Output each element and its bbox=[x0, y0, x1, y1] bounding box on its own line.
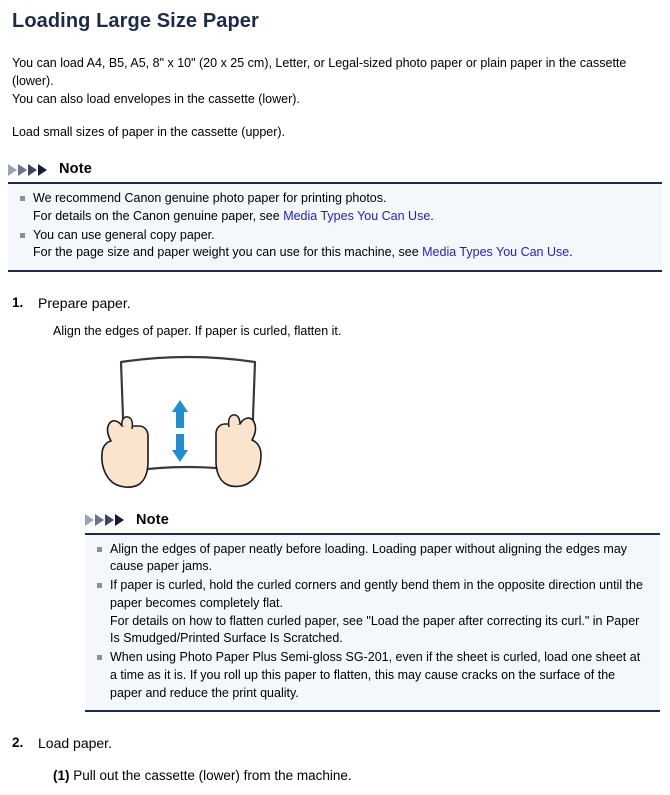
page-title: Loading Large Size Paper bbox=[12, 10, 259, 32]
intro-line-3: Load small sizes of paper in the cassette (upper). bbox=[12, 125, 286, 140]
note-item-line1: We recommend Canon genuine photo paper for printing photos. bbox=[33, 191, 387, 205]
note-item-line1: If paper is curled, hold the curled corners and gently bend them in the opposite direction until the paper becomes completely flat. bbox=[110, 578, 643, 610]
note-header bbox=[8, 160, 662, 180]
document-page bbox=[0, 8, 670, 795]
step-1-number: 1. bbox=[12, 295, 24, 310]
substep-label: (1) bbox=[53, 768, 70, 784]
note-item-line1: You can use general copy paper. bbox=[33, 227, 215, 242]
bullet-square-icon bbox=[20, 196, 25, 201]
step-1-title: Prepare paper. bbox=[38, 295, 131, 311]
intro-paragraph-group bbox=[12, 55, 650, 108]
note-item-line1: When using Photo Paper Plus Semi-gloss SG-201, even if the sheet is curled, load one sheet at a time as it is. If you roll up this paper to flatten, this may cause cracks on the surface of the paper and reduce the print quality. bbox=[110, 650, 641, 700]
note-box-top bbox=[8, 160, 662, 272]
intro-line-1: You can load A4, B5, A5, 8" x 10" (20 x 25 cm), Letter, or Legal-sized photo paper or plain paper in the cassette (lower). bbox=[12, 56, 627, 88]
note-item-line2-pre: For the page size and paper weight you can use for this machine, see bbox=[33, 245, 423, 260]
link-media-types-you-can-use[interactable]: Media Types You Can Use bbox=[422, 245, 570, 260]
bullet-square-icon bbox=[97, 655, 102, 660]
step-1 bbox=[8, 294, 662, 712]
step-2-title: Load paper. bbox=[38, 735, 112, 752]
step-2 bbox=[8, 734, 662, 785]
note-list-item bbox=[18, 190, 652, 226]
note-item-line2-pre: For details on the Canon genuine paper, see bbox=[33, 208, 284, 223]
left-hand-shape bbox=[102, 421, 148, 487]
note-box-step-1 bbox=[85, 511, 660, 713]
link-media-types-you-can-use[interactable]: Media Types You Can Use bbox=[283, 208, 431, 223]
step-2-number: 2. bbox=[12, 735, 24, 751]
note-list-item bbox=[18, 227, 652, 263]
note-body bbox=[8, 182, 662, 272]
bullet-square-icon bbox=[97, 583, 102, 588]
step-2-substep-1 bbox=[53, 767, 662, 785]
bullet-square-icon bbox=[97, 547, 102, 552]
note-header bbox=[85, 511, 660, 531]
hands-aligning-paper-illustration bbox=[88, 350, 288, 490]
triple-chevron-icon bbox=[8, 164, 50, 177]
right-hand-shape bbox=[216, 418, 261, 486]
note-item-line2: For details on how to flatten curled paper, see "Load the paper after correcting its curl." in Paper Is Smudged/Printed Surface Is Scratched. bbox=[110, 613, 640, 646]
note-list-item bbox=[95, 649, 650, 702]
step-1-description: Align the edges of paper. If paper is curled, flatten it. bbox=[53, 323, 342, 338]
note-heading-label: Note bbox=[59, 161, 93, 178]
note-list-item bbox=[95, 541, 650, 577]
note-item-list bbox=[95, 541, 650, 703]
note-item-line1: Align the edges of paper neatly before loading. Loading paper without aligning the edges may cause paper jams. bbox=[110, 541, 628, 574]
note-heading-label: Note bbox=[136, 511, 170, 528]
intro-line-2: You can also load envelopes in the cassette (lower). bbox=[12, 91, 300, 106]
note-list-item bbox=[95, 577, 650, 648]
triple-chevron-icon bbox=[85, 514, 127, 527]
bullet-square-icon bbox=[20, 233, 25, 238]
note-item-list bbox=[18, 190, 652, 262]
note-item-line2-post: . bbox=[569, 245, 573, 260]
note-item-line2-post: . bbox=[430, 208, 434, 223]
note-body bbox=[85, 533, 660, 713]
substep-text: Pull out the cassette (lower) from the machine. bbox=[73, 768, 352, 784]
